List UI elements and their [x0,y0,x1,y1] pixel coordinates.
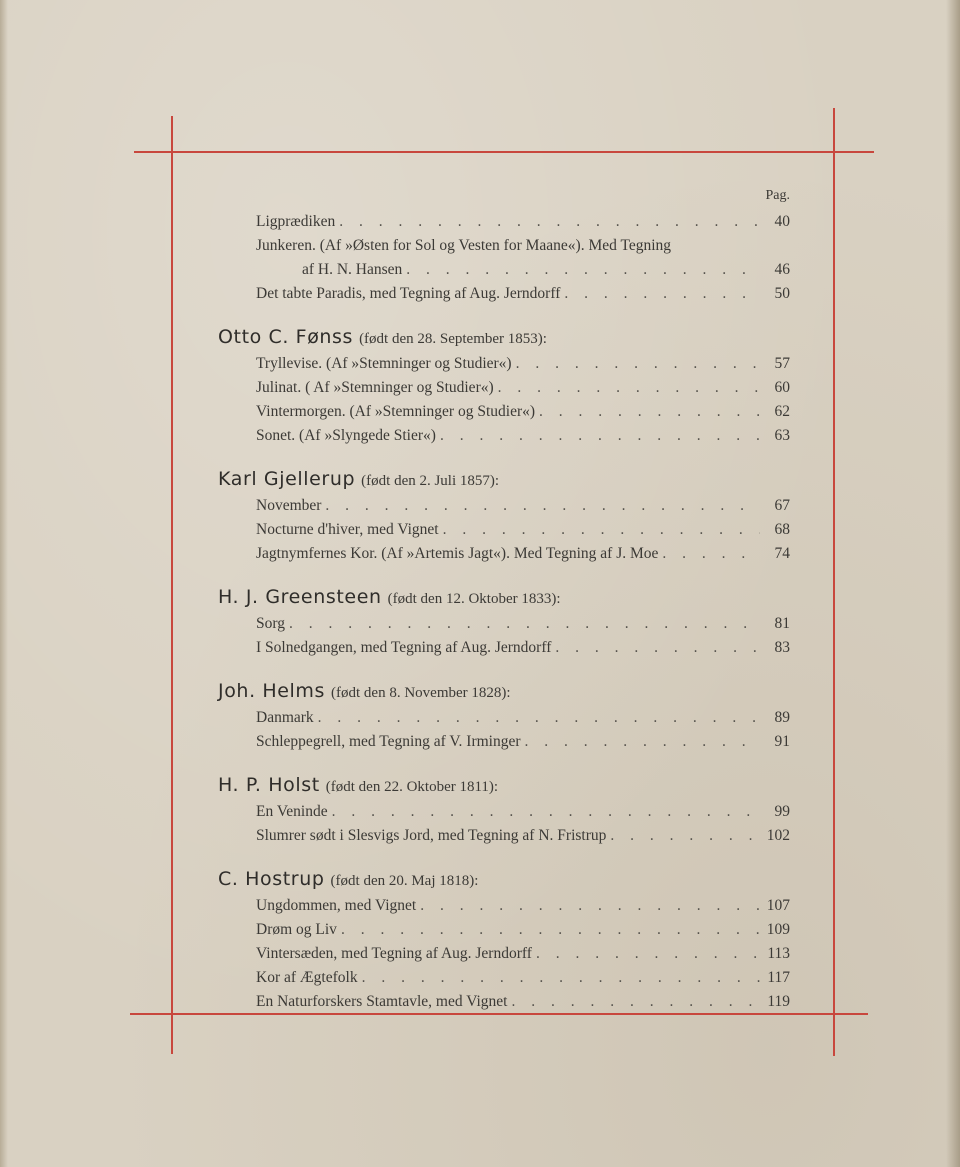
toc-section-helms [218,676,792,754]
author-dates: (født den 2. Juli 1857): [361,473,500,489]
toc-entry [218,542,792,566]
entry-page: 113 [767,945,790,962]
page-column-label: Pag. [765,188,790,203]
toc-entry [218,518,792,542]
toc-section-fonss [218,322,792,448]
entry-title: af H. N. Hansen [302,261,403,278]
entry-page: 50 [774,285,790,302]
dot-leader [555,636,760,660]
entry-title: Danmark [256,709,314,726]
entry-page: 102 [766,827,790,844]
entry-page: 91 [774,733,790,750]
entry-page: 67 [774,497,790,514]
toc-entry [218,258,792,282]
entry-title: Vintersæden, med Tegning af Aug. Jerndorff [256,945,532,962]
entry-title: Julinat. ( Af »Stemninger og Studier«) [256,379,494,396]
entry-title: November [256,497,322,514]
entry-title: I Solnedgangen, med Tegning af Aug. Jerndorff [256,639,552,656]
dot-leader [362,966,760,990]
entry-title: Junkeren. (Af »Østen for Sol og Vesten for Maane«). Med Tegning [256,237,672,254]
entry-page: 60 [774,379,790,396]
author-heading [218,582,792,612]
author-dates: (født den 12. Oktober 1833): [387,591,561,607]
author-dates: (født den 28. September 1853): [359,331,547,347]
toc-entry [218,824,792,848]
dot-leader [341,918,760,942]
toc-entry [218,706,792,730]
table-of-contents [218,188,792,1014]
entry-page: 119 [767,993,790,1010]
toc-section-holst [218,770,792,848]
dot-leader [564,282,760,306]
red-rule-left [171,116,173,1054]
entry-page: 99 [774,803,790,820]
toc-entry [218,612,792,636]
author-heading [218,770,792,800]
toc-entry [218,800,792,824]
author-name: Joh. Helms [218,680,326,702]
entry-title: Tryllevise. (Af »Stemninger og Studier«) [256,355,512,372]
dot-leader [539,400,760,424]
entry-title: Slumrer sødt i Slesvigs Jord, med Tegning af N. Fristrup [256,827,607,844]
toc-entry [218,730,792,754]
entry-page: 83 [774,639,790,656]
dot-leader [516,352,760,376]
toc-entry [218,942,792,966]
toc-entry [218,352,792,376]
entry-page: 89 [774,709,790,726]
author-dates: (født den 20. Maj 1818): [330,873,479,889]
entry-title: Ungdommen, med Vignet [256,897,417,914]
entry-page: 107 [766,897,790,914]
entry-title: Schleppegrell, med Tegning af V. Irminger [256,733,521,750]
entry-title: Sonet. (Af »Slyngede Stier«) [256,427,436,444]
entry-title: Nocturne d'hiver, med Vignet [256,521,439,538]
toc-entry [218,636,792,660]
entry-title: Jagtnymfernes Kor. (Af »Artemis Jagt«). Med Tegning af J. Moe [256,545,659,562]
dot-leader [289,612,760,636]
dot-leader [339,210,760,234]
dot-leader [443,518,760,542]
toc-section-greensteen [218,582,792,660]
toc-entry [218,918,792,942]
author-dates: (født den 22. Oktober 1811): [325,779,499,795]
author-name: H. J. Greensteen [218,586,382,608]
toc-entry [218,424,792,448]
entry-title: Sorg [256,615,286,632]
author-name: Karl Gjellerup [218,468,356,490]
entry-page: 109 [766,921,790,938]
red-rule-right [833,108,835,1056]
dot-leader [325,494,760,518]
entry-title: Drøm og Liv [256,921,337,938]
author-dates: (født den 8. November 1828): [331,685,511,701]
author-name: C. Hostrup [218,868,325,890]
dot-leader [610,824,760,848]
dot-leader [332,800,760,824]
toc-entry [218,400,792,424]
toc-entry [218,234,792,258]
author-name: Otto C. Fønss [218,326,354,348]
toc-entry [218,376,792,400]
dot-leader [406,258,760,282]
entry-title: En Veninde [256,803,328,820]
entry-page: 63 [774,427,790,444]
entry-page: 46 [774,261,790,278]
entry-page: 117 [767,969,790,986]
toc-entry [218,494,792,518]
dot-leader [525,730,760,754]
author-heading [218,464,792,494]
entry-page: 68 [774,521,790,538]
toc-section-continued [218,210,792,306]
toc-entry [218,966,792,990]
entry-title: Kor af Ægtefolk [256,969,358,986]
dot-leader [511,990,760,1014]
entry-title: Det tabte Paradis, med Tegning af Aug. Jerndorff [256,285,561,302]
entry-page: 74 [774,545,790,562]
dot-leader [662,542,760,566]
entry-page: 81 [774,615,790,632]
dot-leader [420,894,760,918]
red-rule-top [134,151,874,153]
entry-page: 57 [774,355,790,372]
page-edge-left [0,0,8,1167]
dot-leader [536,942,760,966]
author-heading [218,322,792,352]
entry-page: 40 [774,213,790,230]
author-name: H. P. Holst [218,774,320,796]
author-heading [218,864,792,894]
entry-page: 62 [774,403,790,420]
toc-entry [218,282,792,306]
toc-section-gjellerup [218,464,792,566]
entry-title: Ligprædiken [256,213,336,230]
toc-entry [218,894,792,918]
dot-leader [498,376,760,400]
toc-entry [218,210,792,234]
entry-title: En Naturforskers Stamtavle, med Vignet [256,993,508,1010]
page-edge-right [946,0,960,1167]
toc-section-hostrup [218,864,792,1014]
dot-leader [318,706,760,730]
dot-leader [440,424,760,448]
entry-title: Vintermorgen. (Af »Stemninger og Studier«) [256,403,536,420]
author-heading [218,676,792,706]
toc-entry [218,990,792,1014]
